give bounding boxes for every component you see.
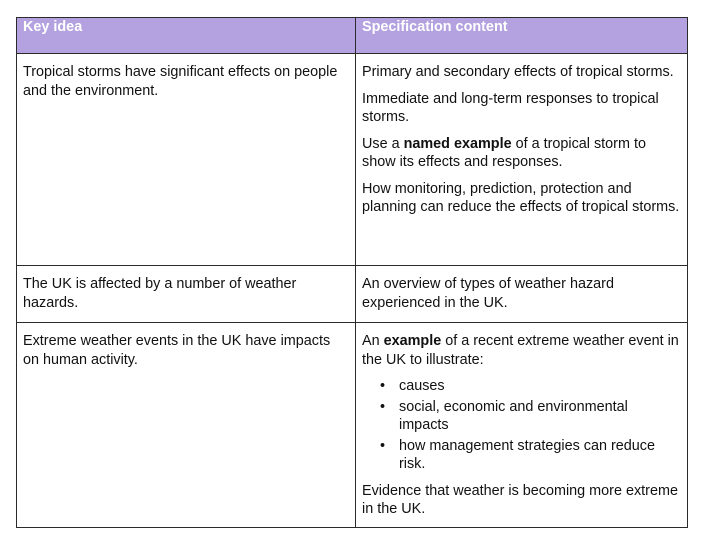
spec-paragraph: How monitoring, prediction, protection and planning can reduce the effects of tropical storms. <box>362 180 680 215</box>
key-idea-text: Extreme weather events in the UK have impacts on human activity. <box>23 333 331 368</box>
spec-text: An <box>362 333 384 349</box>
spec-paragraph <box>362 135 681 172</box>
spec-content-cell <box>356 54 688 266</box>
bullet-list <box>362 377 681 474</box>
bullet-icon: • <box>380 437 386 454</box>
list-item-text: social, economic and environmental impacts <box>399 398 628 433</box>
spec-bold-text: named example <box>403 135 512 152</box>
spec-paragraph <box>362 332 681 369</box>
spec-paragraph: Evidence that weather is becoming more extreme in the UK. <box>362 482 678 517</box>
key-idea-text: The UK is affected by a number of weather hazards. <box>23 276 297 311</box>
bullet-icon: • <box>380 378 386 394</box>
list-item-text: causes <box>399 378 445 394</box>
spec-bold-text: example <box>383 333 442 349</box>
list-item <box>380 437 681 474</box>
table-row <box>17 323 688 528</box>
spec-paragraph: Immediate and long-term responses to tropical storms. <box>362 90 659 125</box>
key-idea-cell <box>17 266 356 323</box>
key-idea-text: Tropical storms have significant effects on people and the environment. <box>23 64 338 99</box>
spec-paragraph: An overview of types of weather hazard experienced in the UK. <box>362 276 614 311</box>
header-spec-content: Specification content <box>356 18 688 54</box>
list-item-text: how management strategies can reduce risk. <box>399 437 655 472</box>
spec-table-container <box>16 17 688 528</box>
bullet-icon: • <box>380 398 386 415</box>
table-header-row <box>17 18 688 54</box>
spec-content-cell <box>356 323 688 528</box>
header-key-idea: Key idea <box>17 18 356 54</box>
spec-text: of a tropical storm to show its effects and responses. <box>362 135 646 170</box>
list-item <box>380 377 681 396</box>
list-item <box>380 398 681 435</box>
key-idea-cell <box>17 323 356 528</box>
specification-table <box>16 17 688 528</box>
table-row <box>17 266 688 323</box>
spec-text: Use a <box>362 135 404 152</box>
key-idea-cell <box>17 54 356 266</box>
spec-content-cell <box>356 266 688 323</box>
table-row <box>17 54 688 266</box>
spec-text: of a recent extreme weather event in the UK to illustrate: <box>362 333 679 368</box>
spec-paragraph: Primary and secondary effects of tropical storms. <box>362 64 674 80</box>
